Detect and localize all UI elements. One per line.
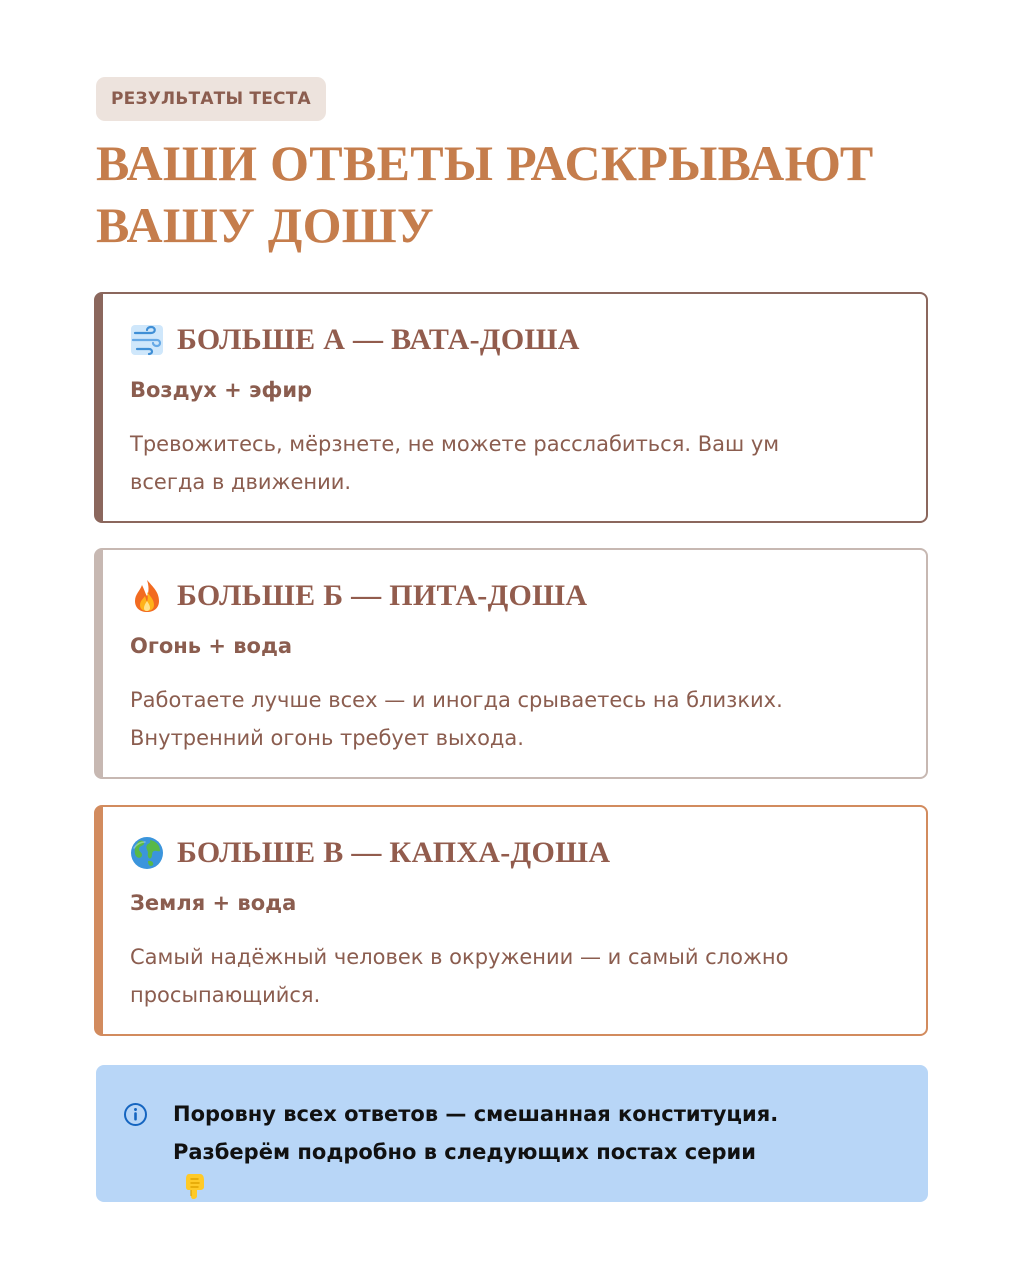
note-line-2-text: Разберём подробно в следующих постах серии	[173, 1140, 756, 1164]
page-title-line-2: ВАШУ ДОШУ	[96, 197, 435, 253]
kapha-description-line-2: просыпающийся.	[130, 983, 321, 1007]
page-title	[96, 132, 956, 256]
kapha-card-title	[130, 834, 610, 872]
kapha-dosha-card	[94, 805, 928, 1036]
pitta-description	[130, 681, 905, 757]
kapha-description	[130, 938, 905, 1014]
fire-icon	[130, 579, 164, 613]
pitta-dosha-card	[94, 548, 928, 779]
vata-dosha-card	[94, 292, 928, 523]
pitta-card-title	[130, 577, 587, 615]
kapha-elements: Земля + вода	[130, 891, 297, 915]
vata-description-line-1: Тревожитесь, мёрзнете, не можете расслабиться. Ваш ум	[130, 432, 780, 456]
pitta-elements: Огонь + вода	[130, 634, 293, 658]
mixed-constitution-note	[96, 1065, 928, 1202]
pitta-title-text: БОЛЬШЕ Б — ПИТА-ДОША	[177, 579, 588, 612]
note-line-2	[173, 1133, 893, 1199]
pointing-down-icon	[183, 1171, 207, 1199]
wind-icon	[130, 323, 164, 357]
pitta-description-line-1: Работаете лучше всех — и иногда срываетесь на близких.	[130, 688, 783, 712]
results-badge: РЕЗУЛЬТАТЫ ТЕСТА	[96, 77, 326, 121]
vata-card-title	[130, 321, 580, 359]
pitta-description-line-2: Внутренний огонь требует выхода.	[130, 726, 524, 750]
info-icon	[123, 1102, 148, 1127]
vata-title-text: БОЛЬШЕ А — ВАТА-ДОША	[177, 323, 580, 356]
vata-description	[130, 425, 905, 501]
page-title-line-1: ВАШИ ОТВЕТЫ РАСКРЫВАЮТ	[96, 135, 874, 191]
kapha-title-text: БОЛЬШЕ В — КАПХА-ДОША	[177, 836, 611, 869]
vata-elements: Воздух + эфир	[130, 378, 313, 402]
kapha-description-line-1: Самый надёжный человек в окружении — и самый сложно	[130, 945, 789, 969]
note-text	[173, 1095, 893, 1199]
note-line-1: Поровну всех ответов — смешанная конституция.	[173, 1102, 779, 1126]
globe-icon	[130, 836, 164, 870]
vata-description-line-2: всегда в движении.	[130, 470, 352, 494]
